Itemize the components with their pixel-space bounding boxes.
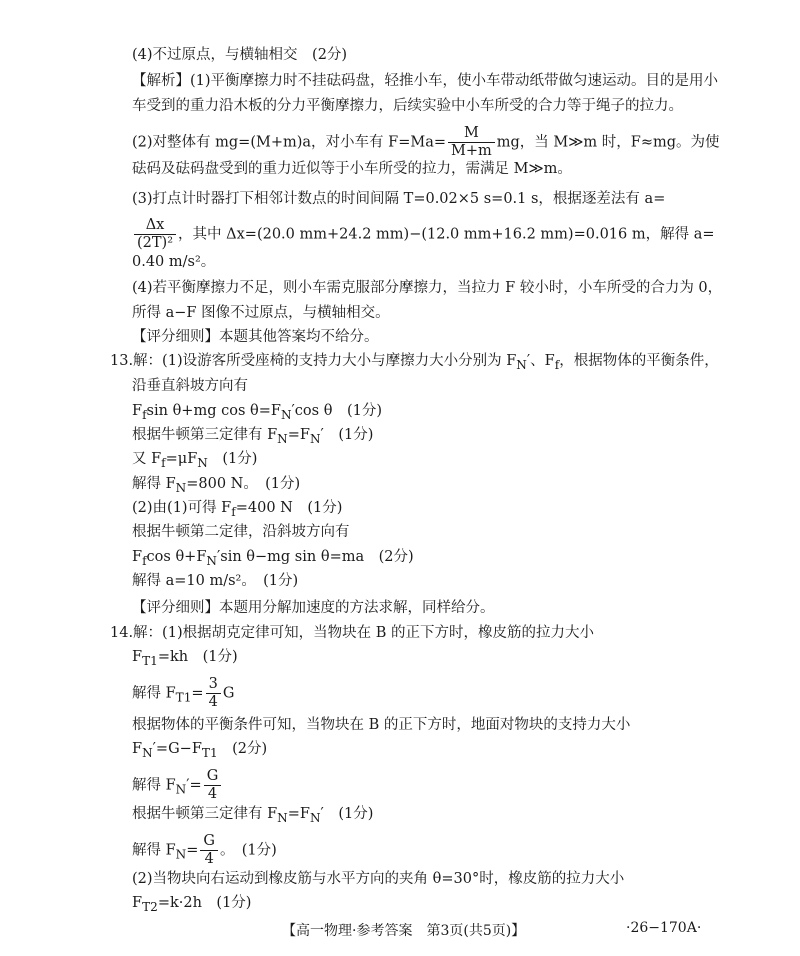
text-line: (2)当物块向右运动到橡皮筋与水平方向的夹角 θ=30°时，橡皮筋的拉力大小 (132, 871, 625, 887)
text-line: 【评分细则】本题其他答案均不给分。 (132, 329, 379, 345)
text-line: 沿垂直斜坡方向有 (132, 378, 248, 394)
fraction: $\frac{\Delta x}{\text{(2T)²}}$ (134, 217, 176, 252)
text-line: 【评分细则】本题用分解加速度的方法求解，同样给分。 (132, 600, 495, 616)
fraction: $\frac{G}{4}$ (200, 833, 218, 868)
text-line: (4)若平衡摩擦力不足，则小车需克服部分摩擦力，当拉力 F 较小时，小车所受的合力为 0， (132, 280, 723, 296)
text-line: 解得 $F_{T1}=$ $\frac{3}{4}$ G (132, 676, 235, 710)
footer-code: ·26−170A· (626, 920, 702, 936)
text-line: $\frac{\Delta x}{\text{(2T)²}}$ ，其中 Δx=(20.0 mm+24.2 mm)−(12.0 mm+16.2 mm)=0.016 m，解得 a= (132, 217, 715, 252)
fraction: $\frac{M}{M+m}$ (448, 125, 495, 160)
text-line: 砝码及砝码盘受到的重力近似等于小车所受的拉力，需满足 M≫m。 (132, 161, 572, 177)
text-line: 0.40 m/s²。 (132, 254, 216, 270)
text-line: 车受到的重力沿木板的分力平衡摩擦力，后续实验中小车所受的合力等于绳子的拉力。 (132, 98, 683, 114)
text-line: 解得 $F_N=$ $\frac{G}{4}$ 。 (1分) (132, 833, 277, 867)
text-line: 根据牛顿第二定律，沿斜坡方向有 (132, 524, 350, 540)
text-line: $F_f\cos$ $\theta+F_N'\sin$ θ−mg sin θ=ma (2分) (132, 549, 414, 568)
text-line: $F_{T1}=kh$ (1分) (132, 649, 238, 668)
fraction: $\frac{G}{4}$ (204, 768, 222, 803)
text-line: 又 $F_f=\mu F_N$ (1分) (132, 451, 258, 470)
text-line: (3)打点计时器打下相邻计数点的时间间隔 T=0.02×5 s=0.1 s，根据逐差法有 a= (132, 191, 666, 207)
text-line: 13.解：(1)设游客所受座椅的支持力大小与摩擦力大小分别为 $F_N'$、$F_f$，根据物体的平衡条件， (110, 353, 719, 372)
text-line: 14.解：(1)根据胡克定律可知，当物块在 B 的正下方时，橡皮筋的拉力大小 (110, 625, 594, 641)
text-line: 【解析】(1)平衡摩擦力时不挂砝码盘，轻推小车，使小车带动纸带做匀速运动。目的是用小 (132, 73, 719, 89)
text-line: (2)对整体有 mg=(M+m)a，对小车有 F=Ma= $\frac{M}{M+m}$ mg，当 M≫m 时，F≈mg。为使 (132, 125, 720, 159)
text-line: 解得 $F_N'=$ $\frac{G}{4}$ (132, 768, 223, 803)
text-line: 根据物体的平衡条件可知，当物块在 B 的正下方时，地面对物块的支持力大小 (132, 717, 631, 733)
footer-title: 【高一物理·参考答案 第3页(共5页)】 (282, 923, 526, 939)
text-line: $F_{T2}=k\cdot 2h$ (1分) (132, 895, 252, 914)
text-line: 解得 $F_N=800$ N。 (1分) (132, 476, 301, 495)
text-line: (2)由(1)可得 $F_f=400$ N (1分) (132, 500, 343, 519)
text-line: $F_N'=G-F_{T1}$ (2分) (132, 741, 268, 760)
text-line: 根据牛顿第三定律有 $F_N=F_N'$ (1分) (132, 806, 374, 825)
text-line: $F_f\sin$ θ+mg $\cos \theta=F_N'\cos$ θ (1分) (132, 403, 382, 422)
text-line: 所得 a−F 图像不过原点，与横轴相交。 (132, 305, 390, 321)
text-line: (4)不过原点，与横轴相交 (2分) (132, 47, 348, 63)
text-line: 根据牛顿第三定律有 $F_N=F_N'$ (1分) (132, 427, 374, 446)
fraction: $\frac{3}{4}$ (206, 676, 221, 711)
text-line: 解得 a=10 m/s²。 (1分) (132, 573, 299, 589)
